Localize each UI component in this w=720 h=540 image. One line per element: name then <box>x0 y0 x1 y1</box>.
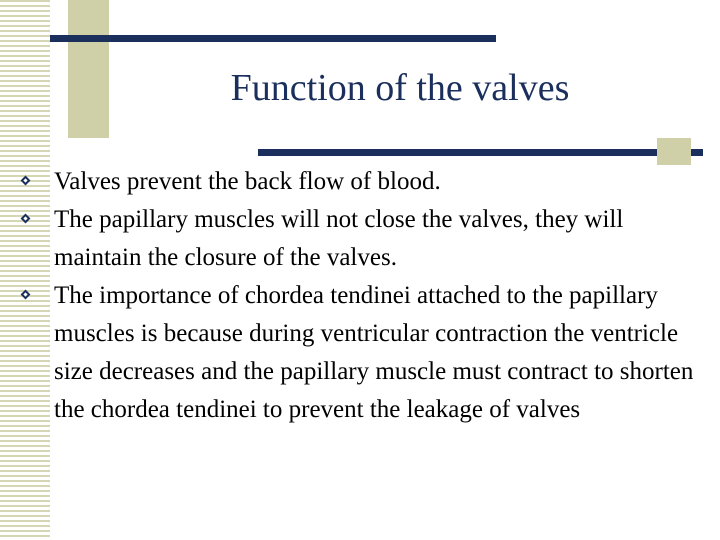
slide-title: Function of the valves <box>230 67 570 109</box>
decorative-bottom-rule <box>258 149 703 156</box>
decorative-top-rule <box>50 35 496 42</box>
bullet-text: Valves prevent the back flow of blood. <box>54 168 441 195</box>
bullet-text: The papillary muscles will not close the valves, they will maintain the closure of the valves. <box>54 206 624 271</box>
diamond-bullet-icon <box>21 290 31 300</box>
bullet-item <box>20 201 710 277</box>
diamond-bullet-icon <box>21 214 31 224</box>
bullet-item <box>20 277 710 429</box>
bullet-list <box>20 163 710 429</box>
bullet-text: The importance of chordea tendinei attached to the papillary muscles is because during ventricular contraction the ventricle size decreases and the papillary muscle must contract to shorten the chordea tendinei to prevent the leakage of valves <box>54 282 694 423</box>
decorative-vertical-block <box>68 0 109 138</box>
diamond-bullet-icon <box>21 176 31 186</box>
decorative-square <box>657 138 691 165</box>
bullet-item <box>20 163 710 201</box>
